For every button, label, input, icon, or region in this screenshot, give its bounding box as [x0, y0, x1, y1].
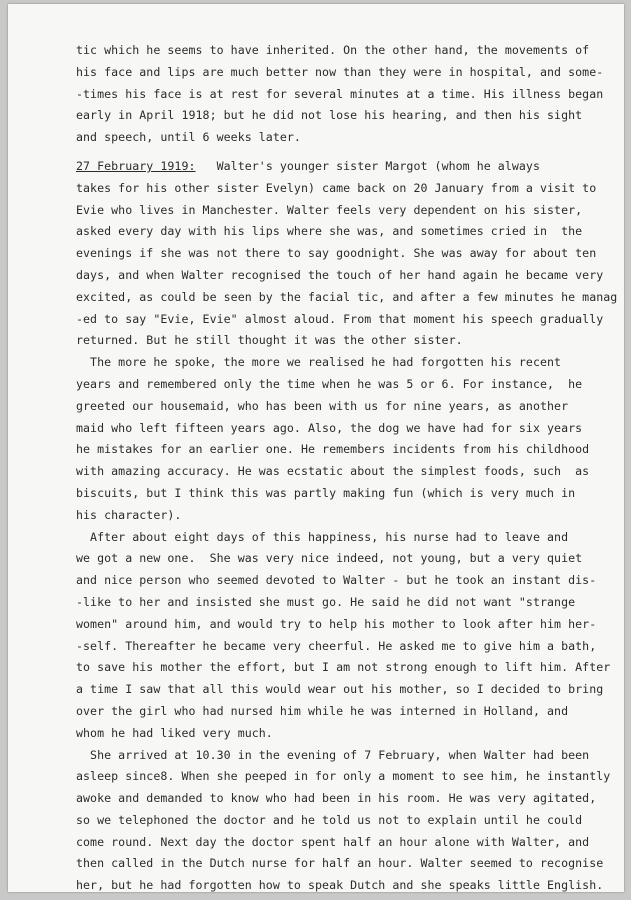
text-line: greeted our housemaid, who has been with us for nine years, as another	[76, 398, 569, 413]
text-line: After about eight days of this happiness, his nurse had to leave and	[76, 529, 569, 544]
text-line: -times his face is at rest for several minutes at a time. His illness began	[76, 86, 604, 101]
entry-date: 27 February 1919:	[76, 158, 196, 173]
text-line	[76, 156, 621, 178]
text-line: maid who left fifteen years ago. Also, the dog we have had for six years	[76, 420, 583, 435]
text-line: he mistakes for an earlier one. He remembers incidents from his childhood	[76, 442, 590, 457]
text-line: his face and lips are much better now than they were in hospital, and some-	[76, 64, 604, 79]
text-line: tic which he seems to have inherited. On the other hand, the movements of	[76, 43, 590, 57]
text-line: asked every day with his lips where she was, and sometimes cried in the	[76, 224, 583, 239]
text-line: to save his mother the effort, but I am not strong enough to lift him. After	[76, 660, 611, 675]
text-line: awoke and demanded to know who had been in his room. He was very agitated,	[76, 791, 597, 806]
text-line-remainder: Walter's younger sister Margot (whom he always	[195, 158, 540, 173]
text-line: a time I saw that all this would wear out his mother, so I decided to bring	[76, 682, 604, 697]
text-line: whom he had liked very much.	[76, 725, 273, 740]
text-line: evenings if she was not there to say goodnight. She was away for about ten	[76, 246, 597, 261]
text-line: She arrived at 10.30 in the evening of 7 February, when Walter had been	[76, 747, 590, 762]
text-line: early in April 1918; but he did not lose his hearing, and then his sight	[76, 108, 583, 123]
text-line: over the girl who had nursed him while he was interned in Holland, and	[76, 703, 569, 718]
text-line: then called in the Dutch nurse for half an hour. Walter seemed to recognise	[76, 856, 604, 871]
text-line: women" around him, and would try to help his mother to look after him her-	[76, 616, 597, 631]
text-line: biscuits, but I think this was partly making fun (which is very much in	[76, 485, 576, 500]
page-text	[76, 40, 621, 897]
text-line: come round. Next day the doctor spent half an hour alone with Walter, and	[76, 834, 590, 849]
text-line: The more he spoke, the more we realised he had forgotten his recent	[76, 355, 562, 370]
text-line: takes for his other sister Evelyn) came back on 20 January from a visit to	[76, 180, 597, 195]
text-line: with amazing accuracy. He was ecstatic about the simplest foods, such as	[76, 464, 590, 479]
text-line: asleep since8. When she peeped in for only a moment to see him, he instantly	[76, 769, 611, 784]
text-line: years and remembered only the time when he was 5 or 6. For instance, he	[76, 376, 583, 391]
text-line: his character).	[76, 507, 182, 522]
text-line: and nice person who seemed devoted to Walter - but he took an instant dis-	[76, 573, 597, 588]
paragraph-2	[76, 156, 621, 352]
text-line: her, but he had forgotten how to speak Dutch and she speaks little English.	[76, 878, 604, 893]
typewritten-page	[8, 4, 624, 892]
text-line: and speech, until 6 weeks later.	[76, 130, 301, 145]
text-line: -self. Thereafter he became very cheerful. He asked me to give him a bath,	[76, 638, 597, 653]
paragraph-1	[76, 40, 621, 149]
text-line: -like to her and insisted she must go. He said he did not want "strange	[76, 594, 576, 609]
text-line: we got a new one. She was very nice indeed, not young, but a very quiet	[76, 551, 583, 566]
text-line: excited, as could be seen by the facial tic, and after a few minutes he manag	[76, 289, 618, 304]
text-line: Evie who lives in Manchester. Walter feels very dependent on his sister,	[76, 202, 583, 217]
text-line: returned. But he still thought it was the other sister.	[76, 333, 463, 348]
paragraph-3	[76, 352, 621, 526]
text-line: days, and when Walter recognised the touch of her hand again he became very	[76, 267, 604, 282]
text-line: so we telephoned the doctor and he told us not to explain until he could	[76, 812, 583, 827]
paragraph-5	[76, 745, 621, 898]
text-line: -ed to say "Evie, Evie" almost aloud. From that moment his speech gradually	[76, 311, 604, 326]
paragraph-4	[76, 527, 621, 745]
